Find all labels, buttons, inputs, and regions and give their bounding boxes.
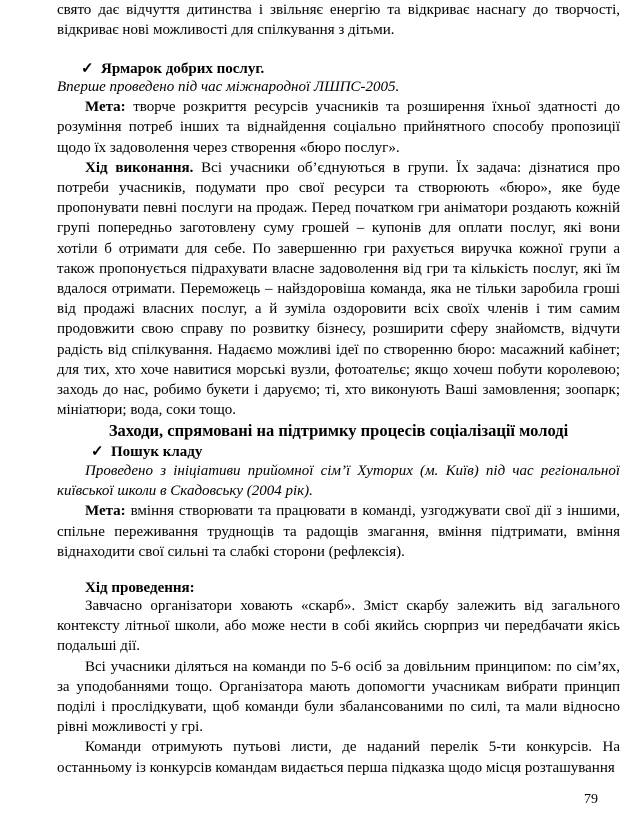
goal-text: творче розкриття ресурсів учасників та розширення їхньої здатності до розуміння потреб інших та віднайдення соціально прийнятного способу пропозиції щодо їх задоволення через створення «бюро послуг». [57, 99, 620, 156]
section2-process-body [57, 596, 620, 778]
section1-body [57, 77, 620, 420]
section2-title: Пошук кладу [111, 444, 203, 460]
section1-subtitle: Вперше проведено під час міжнародної ЛШПС-2005. [57, 79, 400, 95]
process-label: Хід виконання. [85, 159, 194, 176]
section1-goal [57, 97, 620, 158]
page-number: 79 [584, 791, 598, 807]
checkmark-icon: ✓ [81, 61, 94, 77]
goal-label: Мета: [85, 503, 126, 520]
goal-text: вміння створювати та працювати в команді, узгоджувати свої дії з іншими, спільне переживання труднощів та радощів змагання, вміння підтримати, вміння віднаходити свої сильні та слабкі сторони (рефлексія). [57, 503, 620, 560]
goal-label: Мета: [85, 99, 126, 116]
section2-subtitle: Проведено з ініціативи прийомної сім’ї Хуторих (м. Київ) під час регіональної київської школи в Скадовську (2004 рік). [57, 463, 620, 500]
section1-title: Ярмарок добрих послуг. [101, 61, 265, 77]
checkmark-icon: ✓ [91, 444, 104, 460]
section1-process [57, 158, 620, 421]
paragraph: Всі учасники діляться на команди по 5-6 осіб за довільним принципом: по сім’ях, за уподобаннями тощо. Організатора мають допомогти учасникам вибрати принцип поділі і прослідкувати, щоб команди були збалансованими по силі, та мали відносно рівні можливості у грі. [57, 658, 620, 736]
section2-goal [57, 501, 620, 562]
section2-process-label: Хід проведення: [85, 580, 195, 596]
paragraph: Завчасно організатори ховають «скарб». Зміст скарбу залежить від загального контексту літньої школи, або може нести в собі якийсь сюрприз чи передбачати якісь подальші дії. [57, 598, 620, 655]
process-text: Всі учасники об’єднуються в групи. Їх задача: дізнатися про потреби учасників, подумати про свої ресурси та створюють «бюро», яке буде пропонувати певні послуги на продаж. Перед початком гри аніматори роздають кожній групі попередньо заготовлену суму грошей – купонів для оплати послуг, які вони хотіли б отримати для себе. По завершенню гри рахується виручка кожної групи а також пропонується підрахувати власне задоволення від гри та кількість послуг, які їм вдалося отримати. Переможець – найздоровіша команда, яка не тільки заробила гроші від продажі власних послуг, а й зуміла оздоровити всіх своїх членів і тим самим продовжити свою справу по розвитку бізнесу, розширити сферу знайомств, відчути радість від спілкування. Надаємо можливі ідеї по створенню бюро: масажний кабінет; для тих, хто хоче навитися морські вузли, фотоательє; якщо хочеш побути королевою; заходь до нас, робимо букети і даруємо; ті, хто виконують Ваші замовлення; зоопарк; мініатюри; вода, соки тощо. [57, 159, 620, 419]
top-paragraph: свято дає відчуття дитинства і звільняє енергію та відкриває наснагу до творчості, відкриває нові можливості для спілкування з дітьми. [57, 2, 620, 39]
section2-title-row [91, 442, 202, 462]
paragraph: Команди отримують путьові листи, де наданий перелік 5-ти конкурсів. На останньому із конкурсів командам видається перша підказка щодо місця розташування [57, 739, 620, 776]
section2-body [57, 461, 620, 562]
section2-heading: Заходи, спрямовані на підтримку процесів соціалізації молоді [108, 421, 569, 440]
